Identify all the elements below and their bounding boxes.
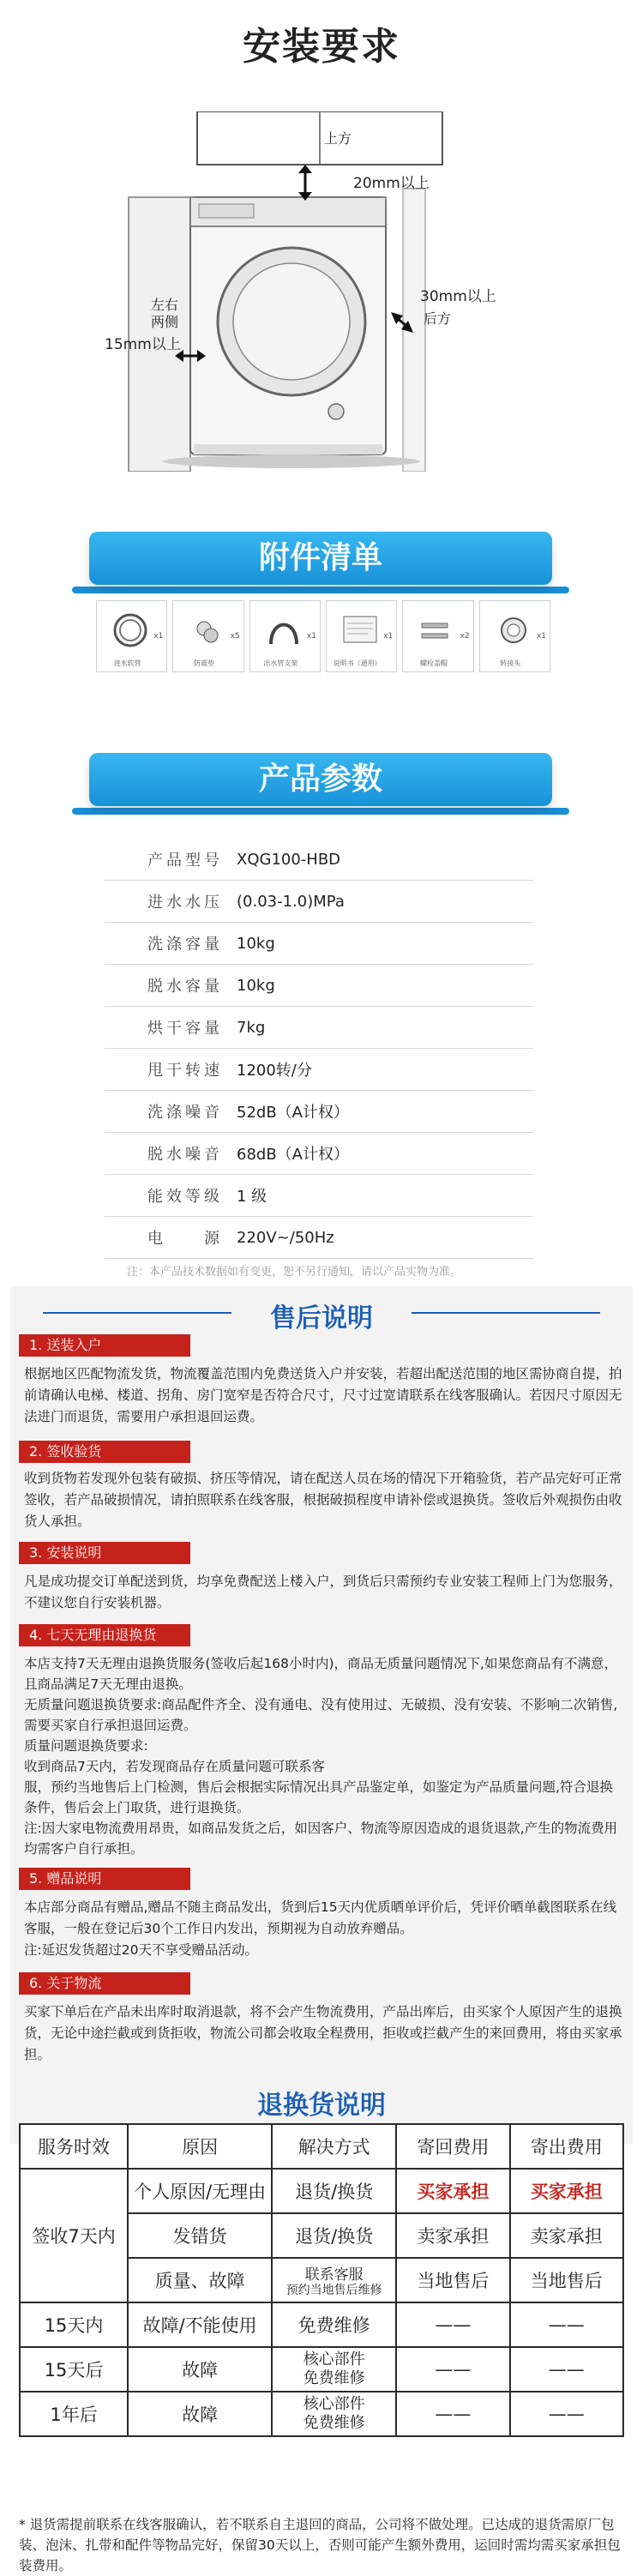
param-row: 产品型号 XQG100-HBD — [105, 839, 533, 881]
label-back: 后方 — [424, 310, 452, 327]
section-head: 6. 关于物流 — [19, 1972, 190, 1995]
param-row: 烘干容量 7kg — [105, 1007, 533, 1049]
section-text: 本店部分商品有赠品,赠品不随主商品发出，货到后15天内优质晒单评价后，凭评价晒单截图联系在线客服，一般在登记后30个工作日内发出，预期视为自动放弃赠品。 注:延迟发货超过20天不享受赠品活动。 — [24, 1899, 617, 1958]
anti-vibration-pad-icon — [185, 610, 228, 651]
param-row: 脱水噪音 68dB（A计权） — [105, 1133, 533, 1175]
param-row: 能效等级 1 级 — [105, 1175, 533, 1217]
label-side-2: 两侧 — [151, 314, 179, 330]
adapter-icon — [492, 610, 535, 651]
param-row: 电 源 220V~/50Hz — [105, 1217, 533, 1259]
label-top-gap: 20mm以上 — [353, 175, 430, 192]
hose-coil-icon — [109, 610, 152, 651]
params-table — [105, 839, 533, 1259]
section-text: 凡是成功提交订单配送到货，均享免费配送上楼入户，到货后只需预约专业安装工程师上门为您服务，不建议您自行安装机器。 — [24, 1574, 622, 1610]
return-table — [19, 2123, 624, 2437]
section-head: 5. 赠品说明 — [19, 1868, 190, 1890]
param-row: 进水水压 (0.03-1.0)MPa — [105, 881, 533, 923]
param-row: 洗涤容量 10kg — [105, 923, 533, 965]
return-footnote: * 退货需提前联系在线客服确认，若不联系自主退回的商品，公司将不做处理。已达成的退货需原厂包装、泡沫、扎带和配件等物品完好，保留30天以上，否则可能产生额外费用，运回时需均需买家承担包装费用。 — [19, 2517, 621, 2573]
param-row: 洗涤噪音 52dB（A计权） — [105, 1091, 533, 1133]
accessory-item: x1 转接头 — [479, 600, 550, 672]
drain-hose-bracket-icon — [262, 610, 305, 651]
accessory-item: x2 螺栓盖帽 — [402, 600, 473, 672]
table-row: 发错货 退货/换货 卖家承担 卖家承担 — [20, 2213, 623, 2258]
manual-icon — [339, 610, 382, 651]
label-side-1: 左右 — [151, 297, 179, 313]
install-title: 安装要求 — [243, 25, 400, 69]
param-row: 脱水容量 10kg — [105, 965, 533, 1007]
label-back-gap: 30mm以上 — [420, 288, 496, 305]
accessories-banner: 附件清单 — [89, 532, 552, 585]
section-text: 根据地区匹配物流发货，物流覆盖范围内免费送货入户并安装，若超出配送范围的地区需协商自提，拍前请确认电梯、楼道、拐角、房门宽窄是否符合尺寸，尺寸过宽请联系在线客服确认。若因尺寸原因无法进门而退货，需要用户承担退回运费。 — [24, 1366, 622, 1424]
section-text: 收到货物若发现外包装有破损、挤压等情况，请在配送人员在场的情况下开箱验货，若产品完好可正常签收，若产品破损情况，请拍照联系在线客服，根据破损程度申请补偿或退换货。签收后外观损伤由收货人承担。 — [24, 1471, 622, 1529]
table-header-row: 服务时效 原因 解决方式 寄回费用 寄出费用 — [20, 2124, 623, 2169]
install-diagram — [0, 111, 643, 472]
section-text: 本店支持7天无理由退换货服务(签收后起168小时内)，商品无质量问题情况下,如果您商品有不满意，且商品满足7天无理由退换。 无质量问题退换货要求:商品配件齐全、没有通电、没有使用过、无破损、没有安装、不影响二次销售, 需要买家自行承担退回运费。 质量问题退换货要求: 收到商品7天内，若发现商品存在质量问题可联系客 服，预约当地售后上门检测，售后会根据实际情况出具产品鉴定单，如鉴定为产品质量问题,符合退换条件，售后会上门取货，进行退换货。 注:因大家电物流费用昂贵，如商品发货之后，如因客户、物流等原因造成的退货退款,产生的物流费用均需客户自行承担。 — [24, 1656, 618, 1857]
accessory-item: x1 出水管支架 — [249, 600, 321, 672]
table-row: 15天后 故障 核心部件 免费维修 —— —— — [20, 2347, 623, 2392]
accessory-item: x5 防震垫 — [172, 600, 243, 672]
accessories-list — [96, 600, 550, 672]
section-head: 3. 安装说明 — [19, 1542, 190, 1564]
label-top: 上方 — [324, 130, 352, 147]
section-head: 4. 七天无理由退换货 — [19, 1624, 190, 1646]
params-banner: 产品参数 — [89, 753, 552, 806]
table-row: 签收7天内 个人原因/无理由 退货/换货 买家承担 买家承担 — [20, 2169, 623, 2213]
table-row: 1年后 故障 核心部件 免费维修 —— —— — [20, 2392, 623, 2436]
return-table-title: 退换货说明 — [257, 2091, 386, 2121]
after-sale-title: 售后说明 — [270, 1303, 373, 1333]
label-side-gap: 15mm以上 — [105, 336, 181, 353]
section-head: 2. 签收验货 — [19, 1441, 190, 1463]
bolt-cap-icon — [415, 610, 458, 651]
washer-install-illustration — [0, 111, 643, 472]
table-row: 质量、故障 联系客服 预约当地售后维修 当地售后 当地售后 — [20, 2258, 623, 2302]
section-head: 1. 送装入户 — [19, 1334, 190, 1357]
accessory-item: x1 进水软管 — [96, 600, 167, 672]
accessory-item: x1 说明书（通用） — [326, 600, 397, 672]
table-row: 15天内 故障/不能使用 免费维修 —— —— — [20, 2302, 623, 2347]
param-row: 甩干转速 1200转/分 — [105, 1049, 533, 1091]
params-note: 注：本产品技术数据如有变更，恕不另行通知，请以产品实物为准。 — [127, 1266, 462, 1279]
section-text: 买家下单后在产品未出库时取消退款，将不会产生物流费用，产品出库后，由买家个人原因产生的退换货，无论中途拦截或到货拒收，物流公司都会收取全程费用，拒收或拦截产生的来回费用，将由买家承担。 — [24, 2004, 622, 2062]
